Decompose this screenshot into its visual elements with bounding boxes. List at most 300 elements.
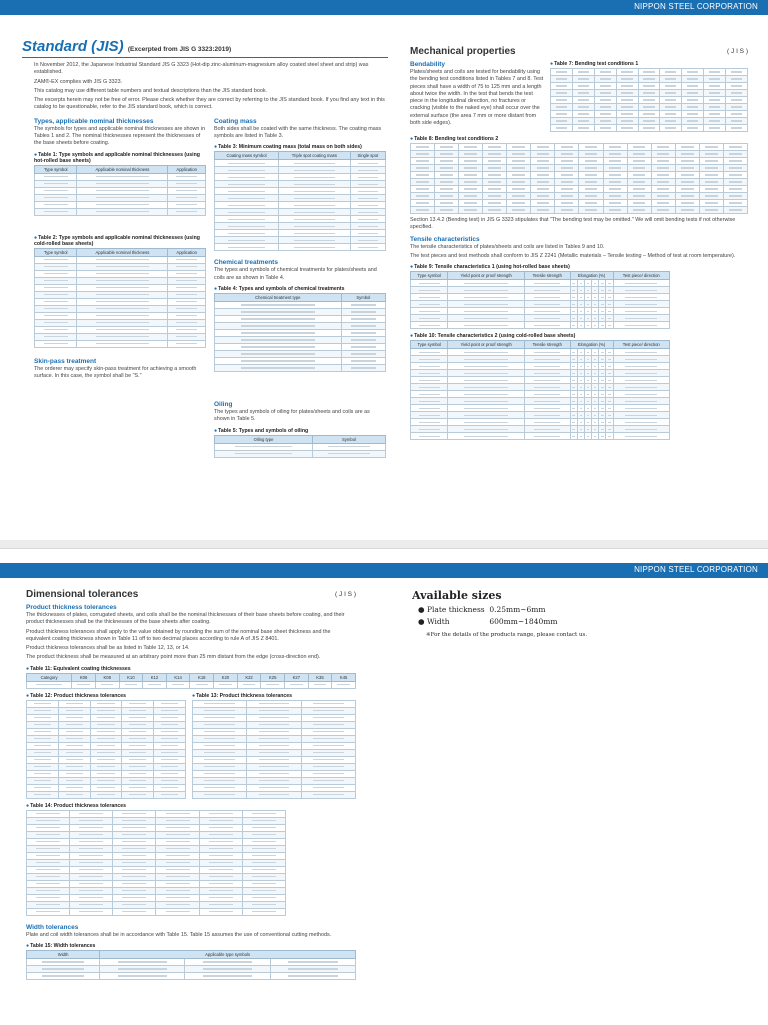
illegible-cell-placeholder	[625, 290, 657, 291]
table-row	[193, 714, 356, 721]
table-cell	[723, 179, 747, 186]
table-cell	[577, 356, 584, 363]
illegible-cell-placeholder	[228, 247, 265, 248]
table-row	[27, 756, 186, 763]
table-row	[193, 721, 356, 728]
illegible-cell-placeholder	[464, 167, 477, 168]
table-cell	[58, 728, 90, 735]
illegible-cell-placeholder	[572, 359, 574, 360]
illegible-cell-placeholder	[709, 127, 720, 128]
table-cell	[193, 777, 247, 784]
table-cell	[122, 756, 154, 763]
illegible-cell-placeholder	[166, 820, 190, 821]
illegible-cell-placeholder	[176, 190, 197, 191]
table-cell	[113, 880, 156, 887]
table-cell	[531, 151, 555, 158]
table-cell	[411, 391, 448, 398]
table-cell	[168, 270, 206, 277]
table-cell	[699, 158, 723, 165]
illegible-cell-placeholder	[621, 120, 632, 121]
table-cell	[215, 209, 279, 216]
illegible-cell-placeholder	[580, 359, 582, 360]
table-cell	[278, 244, 350, 251]
illegible-cell-placeholder	[488, 195, 501, 196]
illegible-cell-placeholder	[294, 226, 335, 227]
illegible-cell-placeholder	[625, 352, 657, 353]
illegible-cell-placeholder	[294, 247, 335, 248]
illegible-cell-placeholder	[96, 259, 149, 260]
table-cell	[154, 707, 186, 714]
table-cell	[122, 749, 154, 756]
table-row	[215, 315, 386, 322]
illegible-cell-placeholder	[288, 975, 337, 976]
table-cell	[77, 291, 168, 298]
illegible-cell-placeholder	[166, 862, 190, 863]
table-cell	[577, 384, 584, 391]
table-cell	[613, 405, 669, 412]
table-cell	[411, 308, 448, 315]
table-row	[27, 770, 186, 777]
table-row	[27, 845, 286, 852]
table-cell	[122, 742, 154, 749]
table-cell	[77, 201, 168, 208]
table-cell	[570, 433, 577, 440]
illegible-cell-placeholder	[440, 174, 453, 175]
illegible-cell-placeholder	[97, 724, 114, 725]
table-row	[215, 181, 386, 188]
illegible-cell-placeholder	[96, 329, 149, 330]
illegible-cell-placeholder	[488, 167, 501, 168]
table-cell	[247, 784, 301, 791]
illegible-cell-placeholder	[665, 120, 676, 121]
table-row	[27, 824, 286, 831]
tables-12-13	[26, 689, 356, 799]
illegible-cell-placeholder	[440, 202, 453, 203]
illegible-cell-placeholder	[96, 336, 149, 337]
illegible-cell-placeholder	[731, 120, 742, 121]
table-row	[27, 700, 186, 707]
illegible-cell-placeholder	[587, 318, 589, 319]
illegible-cell-placeholder	[176, 204, 197, 205]
illegible-cell-placeholder	[294, 177, 335, 178]
illegible-cell-placeholder	[729, 153, 742, 154]
illegible-cell-placeholder	[209, 883, 233, 884]
table-header: K18	[190, 673, 214, 681]
illegible-cell-placeholder	[594, 318, 596, 319]
illegible-cell-placeholder	[44, 266, 68, 267]
illegible-cell-placeholder	[204, 759, 235, 760]
illegible-cell-placeholder	[176, 315, 197, 316]
table-cell	[704, 97, 726, 104]
illegible-cell-placeholder	[512, 181, 525, 182]
table-cell	[555, 151, 579, 158]
table-cell	[90, 749, 122, 756]
table-cell	[704, 90, 726, 97]
illegible-cell-placeholder	[97, 738, 114, 739]
table-row	[27, 707, 186, 714]
table-row	[411, 433, 670, 440]
illegible-cell-placeholder	[176, 336, 197, 337]
table-cell	[726, 83, 748, 90]
illegible-cell-placeholder	[594, 394, 596, 395]
table-cell	[301, 700, 355, 707]
illegible-cell-placeholder	[578, 92, 589, 93]
table-cell	[77, 312, 168, 319]
illegible-cell-placeholder	[665, 85, 676, 86]
table-cell	[113, 894, 156, 901]
table-cell	[606, 308, 613, 315]
illegible-cell-placeholder	[681, 153, 694, 154]
table14-caption: ● Table 14: Product thickness tolerances	[26, 803, 356, 809]
illegible-cell-placeholder	[252, 911, 276, 912]
table-cell	[215, 301, 342, 308]
illegible-cell-placeholder	[79, 890, 103, 891]
table-cell	[570, 287, 577, 294]
table-cell	[524, 322, 570, 329]
illegible-cell-placeholder	[561, 167, 574, 168]
illegible-cell-placeholder	[235, 453, 292, 454]
table-cell	[704, 83, 726, 90]
table-cell	[168, 291, 206, 298]
illegible-cell-placeholder	[66, 710, 83, 711]
table-cell	[572, 118, 594, 125]
table-cell	[613, 398, 669, 405]
catalog-page-dimensional	[0, 548, 768, 1025]
table-cell	[435, 158, 459, 165]
illegible-cell-placeholder	[609, 146, 622, 147]
illegible-cell-placeholder	[534, 401, 560, 402]
illegible-cell-placeholder	[219, 684, 231, 685]
illegible-cell-placeholder	[209, 848, 233, 849]
illegible-cell-placeholder	[625, 297, 657, 298]
illegible-cell-placeholder	[96, 183, 149, 184]
table-row	[551, 69, 748, 76]
illegible-cell-placeholder	[731, 127, 742, 128]
illegible-cell-placeholder	[44, 183, 68, 184]
table-cell	[660, 90, 682, 97]
table-cell	[90, 714, 122, 721]
table-cell	[577, 370, 584, 377]
table-header: Elongation (%)	[570, 341, 613, 349]
table-cell	[448, 308, 525, 315]
table-cell	[616, 83, 638, 90]
table5-caption: ● Table 5: Types and symbols of oiling	[214, 428, 386, 434]
table-cell	[577, 405, 584, 412]
table-cell	[156, 880, 199, 887]
illegible-cell-placeholder	[313, 759, 344, 760]
illegible-cell-placeholder	[97, 773, 114, 774]
table-cell	[27, 966, 100, 973]
table-header: Symbol	[341, 293, 385, 301]
table-cell	[411, 186, 435, 193]
table-cell	[122, 721, 154, 728]
table-row	[35, 298, 206, 305]
table-header: Test piece/ direction	[613, 341, 669, 349]
table-cell	[199, 880, 242, 887]
illegible-cell-placeholder	[601, 380, 603, 381]
illegible-cell-placeholder	[209, 813, 233, 814]
table-cell	[350, 237, 385, 244]
illegible-cell-placeholder	[665, 78, 676, 79]
illegible-cell-placeholder	[96, 322, 149, 323]
thickness-text: Product thickness tolerances shall be as listed in Table 12, 13, or 14.	[26, 645, 190, 652]
illegible-cell-placeholder	[657, 167, 670, 168]
table-cell	[682, 118, 704, 125]
illegible-cell-placeholder	[534, 415, 560, 416]
illegible-cell-placeholder	[122, 862, 146, 863]
table-cell	[35, 284, 77, 291]
illegible-cell-placeholder	[681, 209, 694, 210]
illegible-cell-placeholder	[681, 181, 694, 182]
illegible-cell-placeholder	[358, 177, 377, 178]
illegible-cell-placeholder	[578, 85, 589, 86]
table-cell	[242, 894, 285, 901]
table-cell	[70, 873, 113, 880]
table-cell	[100, 966, 185, 973]
table-row	[411, 200, 748, 207]
table-cell	[90, 728, 122, 735]
illegible-cell-placeholder	[209, 820, 233, 821]
table-cell	[726, 69, 748, 76]
table-row	[215, 443, 386, 450]
illegible-cell-placeholder	[561, 188, 574, 189]
illegible-cell-placeholder	[633, 202, 646, 203]
table-cell	[77, 173, 168, 180]
table-cell	[308, 681, 332, 688]
illegible-cell-placeholder	[587, 429, 589, 430]
table-cell	[592, 294, 599, 301]
illegible-cell-placeholder	[601, 401, 603, 402]
table-cell	[592, 377, 599, 384]
table-cell	[699, 207, 723, 214]
table-cell	[606, 398, 613, 405]
illegible-cell-placeholder	[600, 99, 611, 100]
table-cell	[215, 357, 342, 364]
table-cell	[301, 707, 355, 714]
illegible-cell-placeholder	[488, 160, 501, 161]
table-row	[35, 194, 206, 201]
table-cell	[638, 83, 660, 90]
table-cell	[350, 160, 385, 167]
table-cell	[627, 200, 651, 207]
table-cell	[35, 291, 77, 298]
illegible-cell-placeholder	[665, 92, 676, 93]
illegible-cell-placeholder	[294, 240, 335, 241]
intro-paragraph: In November 2012, the Japanese Industrial Standard JIS G 3323 (Hot-dip zinc-aluminum-magnesium alloy coated steel sheet and strip) was established.	[34, 62, 369, 76]
illegible-cell-placeholder	[440, 153, 453, 154]
table-cell	[570, 391, 577, 398]
illegible-cell-placeholder	[464, 181, 477, 182]
table-cell	[551, 83, 573, 90]
thickness-heading: Product thickness tolerances	[26, 604, 117, 611]
illegible-cell-placeholder	[176, 183, 197, 184]
illegible-cell-placeholder	[252, 876, 276, 877]
illegible-cell-placeholder	[129, 773, 146, 774]
table-cell	[524, 412, 570, 419]
table-row	[27, 973, 356, 980]
table-cell	[555, 193, 579, 200]
table-cell	[570, 280, 577, 287]
table-cell	[215, 181, 279, 188]
illegible-cell-placeholder	[572, 408, 574, 409]
table-cell	[699, 144, 723, 151]
table-cell	[584, 419, 591, 426]
table-cell	[261, 681, 285, 688]
table-cell	[448, 377, 525, 384]
table7	[550, 68, 748, 132]
illegible-cell-placeholder	[537, 209, 550, 210]
illegible-cell-placeholder	[561, 160, 574, 161]
table-cell	[594, 83, 616, 90]
table-cell	[58, 791, 90, 798]
table-cell	[579, 165, 603, 172]
illegible-cell-placeholder	[534, 380, 560, 381]
table-header: Applicable nominal thickness	[77, 248, 168, 256]
illegible-cell-placeholder	[633, 209, 646, 210]
table-cell	[599, 384, 606, 391]
illegible-cell-placeholder	[578, 99, 589, 100]
table-cell	[278, 230, 350, 237]
table-cell	[570, 412, 577, 419]
table-cell	[531, 186, 555, 193]
table-cell	[577, 280, 584, 287]
table-cell	[613, 412, 669, 419]
illegible-cell-placeholder	[96, 294, 149, 295]
illegible-cell-placeholder	[252, 890, 276, 891]
table-cell	[278, 195, 350, 202]
table-cell	[350, 195, 385, 202]
table-cell	[584, 384, 591, 391]
illegible-cell-placeholder	[166, 813, 190, 814]
table-cell	[411, 412, 448, 419]
table-cell	[507, 158, 531, 165]
illegible-cell-placeholder	[633, 188, 646, 189]
tensile-text: The test pieces and test methods shall conform to JIS Z 2241 (Metallic materials – Tensile testing – Method of test at room temperature).	[410, 252, 736, 259]
standard-subtitle: (Excerpted from JIS G 3323:2019)	[127, 46, 232, 53]
table-cell	[270, 973, 355, 980]
table-cell	[242, 824, 285, 831]
illegible-cell-placeholder	[594, 387, 596, 388]
table-cell	[675, 151, 699, 158]
illegible-cell-placeholder	[534, 283, 560, 284]
table-row	[35, 340, 206, 347]
table-cell	[599, 280, 606, 287]
illegible-cell-placeholder	[534, 318, 560, 319]
table-cell	[27, 873, 70, 880]
illegible-cell-placeholder	[709, 92, 720, 93]
illegible-cell-placeholder	[464, 318, 508, 319]
table-row	[411, 308, 670, 315]
illegible-cell-placeholder	[621, 99, 632, 100]
illegible-cell-placeholder	[580, 352, 582, 353]
illegible-cell-placeholder	[534, 359, 560, 360]
table-row	[215, 223, 386, 230]
illegible-cell-placeholder	[44, 190, 68, 191]
illegible-cell-placeholder	[419, 429, 440, 430]
table-cell	[651, 207, 675, 214]
table-cell	[215, 336, 342, 343]
table-cell	[411, 370, 448, 377]
table-header: Oiling type	[215, 435, 313, 443]
table-cell	[411, 179, 435, 186]
table-row	[411, 158, 748, 165]
illegible-cell-placeholder	[633, 160, 646, 161]
table-cell	[70, 859, 113, 866]
illegible-cell-placeholder	[228, 240, 265, 241]
table-row	[551, 90, 748, 97]
table8	[410, 143, 748, 214]
table-cell	[613, 322, 669, 329]
table-cell	[675, 207, 699, 214]
illegible-cell-placeholder	[97, 780, 114, 781]
illegible-cell-placeholder	[129, 731, 146, 732]
illegible-cell-placeholder	[572, 422, 574, 423]
table-row	[215, 160, 386, 167]
illegible-cell-placeholder	[608, 297, 610, 298]
illegible-cell-placeholder	[608, 325, 610, 326]
illegible-cell-placeholder	[204, 780, 235, 781]
illegible-cell-placeholder	[129, 759, 146, 760]
illegible-cell-placeholder	[416, 167, 429, 168]
illegible-cell-placeholder	[556, 92, 567, 93]
table-cell	[627, 158, 651, 165]
table-cell	[638, 97, 660, 104]
table-cell	[584, 377, 591, 384]
illegible-cell-placeholder	[209, 841, 233, 842]
table-cell	[215, 195, 279, 202]
illegible-cell-placeholder	[241, 325, 315, 326]
illegible-cell-placeholder	[172, 684, 184, 685]
table-cell	[570, 398, 577, 405]
illegible-cell-placeholder	[572, 436, 574, 437]
table-cell	[592, 391, 599, 398]
table-row	[35, 333, 206, 340]
illegible-cell-placeholder	[625, 387, 657, 388]
table-cell	[122, 784, 154, 791]
table-header: Yield point or proof strength	[448, 341, 525, 349]
table-cell	[411, 287, 448, 294]
illegible-cell-placeholder	[176, 287, 197, 288]
table-cell	[168, 180, 206, 187]
table-cell	[682, 69, 704, 76]
table-cell	[726, 118, 748, 125]
table-cell	[193, 749, 247, 756]
table-row	[411, 280, 670, 287]
table-cell	[726, 104, 748, 111]
table-row	[551, 118, 748, 125]
illegible-cell-placeholder	[587, 408, 589, 409]
illegible-cell-placeholder	[228, 177, 265, 178]
table-cell	[572, 97, 594, 104]
table-cell	[199, 908, 242, 915]
illegible-cell-placeholder	[358, 163, 377, 164]
illegible-cell-placeholder	[44, 273, 68, 274]
table-row	[35, 256, 206, 263]
illegible-cell-placeholder	[96, 343, 149, 344]
table-cell	[77, 256, 168, 263]
illegible-cell-placeholder	[36, 897, 60, 898]
table-cell	[577, 363, 584, 370]
illegible-cell-placeholder	[608, 283, 610, 284]
table-cell	[215, 329, 342, 336]
illegible-cell-placeholder	[594, 401, 596, 402]
table7-caption: ● Table 7: Bending test conditions 1	[550, 61, 748, 67]
table-cell	[606, 419, 613, 426]
table-row	[27, 887, 286, 894]
illegible-cell-placeholder	[228, 163, 265, 164]
illegible-cell-placeholder	[125, 684, 137, 685]
illegible-cell-placeholder	[512, 174, 525, 175]
